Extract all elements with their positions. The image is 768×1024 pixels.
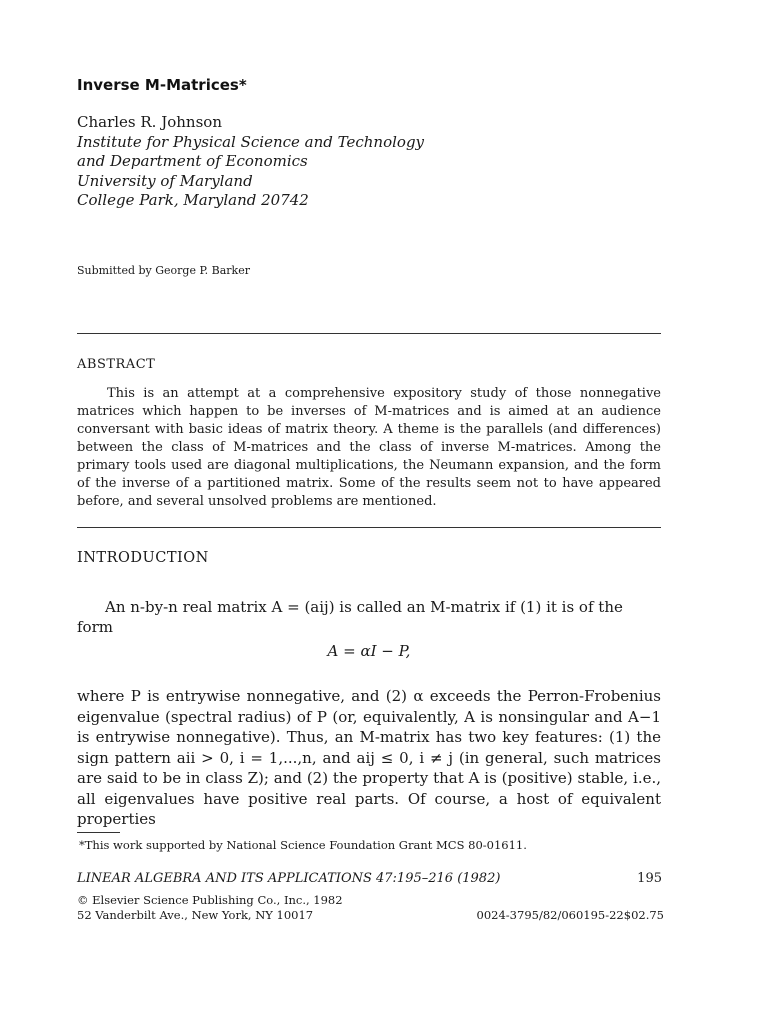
author-block — [77, 113, 424, 211]
publisher-block — [77, 893, 343, 923]
publisher-line-2: 52 Vanderbilt Ave., New York, NY 10017 — [77, 908, 314, 922]
affiliation-line-3: University of Maryland — [77, 171, 253, 190]
introduction-heading: INTRODUCTION — [77, 550, 209, 566]
introduction-paragraph-2: where P is entrywise nonnegative, and (2) α exceeds the Perron-Frobenius eigenvalue (spectral radius) of P (or, equivalently, A is nonsingular and A−1 is entrywise nonnegative). Thus, an M-matrix has two key features: (1) the sign pattern aii > 0, i = 1,...,n, and aij ≤ 0, i ≠ j (in general, such matrices are said to be in class Z); and (2) the property that A is (positive) stable, i.e., all eigenvalues have positive real parts. Of course, a host of equivalent properties — [77, 687, 661, 828]
journal-name: LINEAR ALGEBRA AND ITS APPLICATIONS 47:195–216 (1982) — [77, 871, 501, 886]
article-code: 0024-3795/82/060195-22$02.75 — [476, 908, 664, 922]
footnote-rule — [77, 832, 120, 833]
affiliation-line-2: and Department of Economics — [77, 152, 308, 170]
affiliation-line-1: Institute for Physical Science and Technology — [77, 132, 425, 151]
page-number: 195 — [637, 871, 662, 886]
abstract-top-rule — [77, 333, 661, 334]
affiliation-line-4: College Park, Maryland 20742 — [77, 191, 309, 209]
author-name: Charles R. Johnson — [77, 113, 222, 131]
equation: A = αI − P, — [327, 642, 411, 660]
publisher-line-1: © Elsevier Science Publishing Co., Inc., 1982 — [77, 893, 343, 907]
abstract-bottom-rule — [77, 527, 661, 528]
footnote: *This work supported by National Science Foundation Grant MCS 80-01611. — [79, 838, 527, 852]
paper-title: Inverse M-Matrices* — [77, 76, 247, 94]
journal-citation — [77, 871, 661, 886]
abstract-heading: ABSTRACT — [77, 357, 156, 372]
abstract-text: This is an attempt at a comprehensive expository study of those nonnegative matrices which happen to be inverses of M-matrices and is aimed at an audience conversant with basic ideas of matrix theory. A theme is the parallels (and differences) between the class of M-matrices and the class of inverse M-matrices. Among the primary tools used are diagonal multiplications, the Neumann expansion, and the form of the inverse of a partitioned matrix. Some of the results seem not to have appeared before, and several unsolved problems are mentioned. — [77, 386, 661, 509]
introduction-paragraph-1: An n-by-n real matrix A = (aij) is called an M-matrix if (1) it is of the form — [77, 598, 623, 636]
submitted-by: Submitted by George P. Barker — [77, 264, 250, 277]
